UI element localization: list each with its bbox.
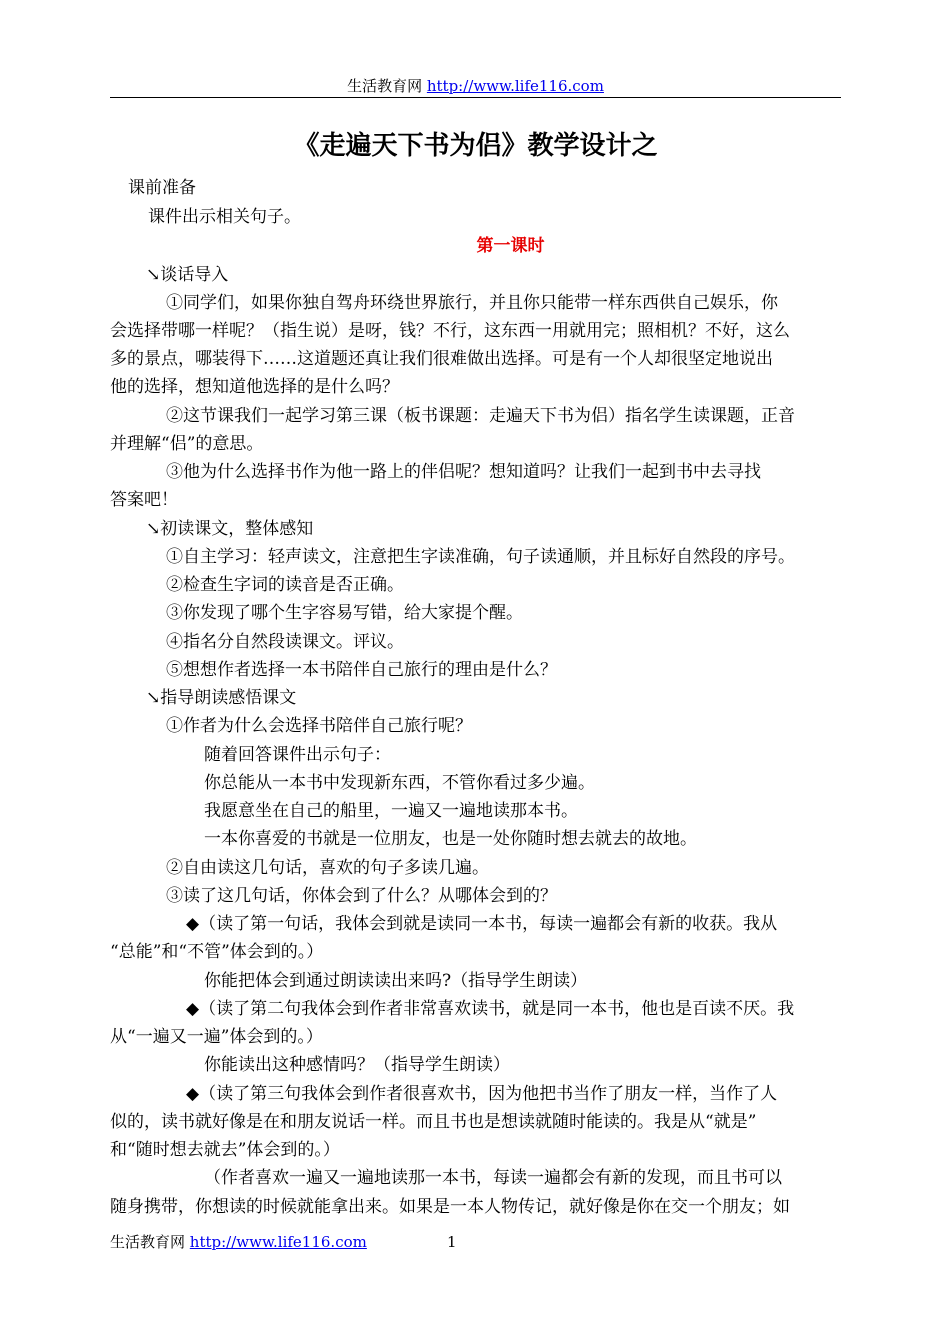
section-heading: ↘指导朗读感悟课文 — [146, 688, 297, 708]
body-line: 你能把体会到通过朗读读出来吗?（指导学生朗读） — [204, 971, 588, 991]
body-line: 你能读出这种感情吗？（指导学生朗读） — [204, 1055, 510, 1075]
body-line: ⑤想想作者选择一本书陪伴自己旅行的理由是什么？ — [166, 660, 557, 680]
header-site-name: 生活教育网 — [347, 77, 423, 95]
body-line: ②自由读这几句话，喜欢的句子多读几遍。 — [166, 858, 489, 878]
section-heading: ↘谈话导入 — [146, 265, 229, 285]
body-line: ②这节课我们一起学习第三课（板书课题：走遍天下书为侣）指名学生读课题，正音 — [166, 406, 795, 426]
quoted-sentence: 我愿意坐在自己的船里，一遍又一遍地读那本书。 — [204, 801, 578, 821]
footer-url-link[interactable]: http://www.life116.com — [189, 1233, 367, 1251]
body-line: ①同学们，如果你独自驾舟环绕世界旅行，并且你只能带一样东西供自己娱乐，你 — [166, 293, 778, 313]
body-line: 会选择带哪一样呢？（指生说）是呀，钱？不行，这东西一用就用完；照相机？不好，这么 — [110, 321, 790, 341]
body-line: ②检查生字词的读音是否正确。 — [166, 575, 404, 595]
quoted-sentence: 你总能从一本书中发现新东西，不管你看过多少遍。 — [204, 773, 595, 793]
body-line: ①作者为什么会选择书陪伴自己旅行呢？ — [166, 716, 472, 736]
body-line: ◆（读了第二句我体会到作者非常喜欢读书，就是同一本书，他也是百读不厌。我 — [186, 999, 795, 1019]
body-line: 他的选择，想知道他选择的是什么吗？ — [110, 377, 399, 397]
body-line: 并理解“侣”的意思。 — [110, 434, 264, 454]
body-line: ◆（读了第三句我体会到作者很喜欢书，因为他把书当作了朋友一样，当作了人 — [186, 1084, 778, 1104]
document-title: 《走遍天下书为侣》教学设计之 — [293, 131, 658, 161]
body-line: ◆（读了第一句话，我体会到就是读同一本书，每读一遍都会有新的收获。我从 — [186, 914, 778, 934]
body-line: ③你发现了哪个生字容易写错，给大家提个醒。 — [166, 603, 523, 623]
body-line: （作者喜欢一遍又一遍地读那一本书，每读一遍都会有新的发现，而且书可以 — [204, 1168, 782, 1188]
body-line: 多的景点，哪装得下……这道题还真让我们很难做出选择。可是有一个人却很坚定地说出 — [110, 349, 773, 369]
section-heading: ↘初读课文，整体感知 — [146, 519, 314, 539]
body-line: 从“一遍又一遍”体会到的。） — [110, 1027, 323, 1047]
page-header — [110, 76, 841, 98]
body-line: 和“随时想去就去”体会到的。） — [110, 1140, 340, 1160]
header-url-link[interactable]: http://www.life116.com — [426, 77, 604, 95]
body-line: “总能”和“不管”体会到的。） — [110, 942, 324, 962]
page-footer — [110, 1232, 367, 1252]
body-line: 似的，读书就好像是在和朋友说话一样。而且书也是想读就随时能读的。我是从“就是” — [110, 1112, 757, 1132]
body-line: 随着回答课件出示句子： — [204, 745, 391, 765]
body-line: 课件出示相关句子。 — [148, 207, 301, 227]
quoted-sentence: 一本你喜爱的书就是一位朋友，也是一处你随时想去就去的故地。 — [204, 829, 697, 849]
section-heading: 课前准备 — [128, 178, 196, 198]
body-line: ①自主学习：轻声读文，注意把生字读准确，句子读通顺，并且标好自然段的序号。 — [166, 547, 795, 567]
footer-site-name: 生活教育网 — [110, 1233, 186, 1251]
body-line: ③读了这几句话，你体会到了什么？从哪体会到的？ — [166, 886, 557, 906]
body-line: 随身携带，你想读的时候就能拿出来。如果是一本人物传记，就好像是你在交一个朋友；如 — [110, 1197, 790, 1217]
body-line: ③他为什么选择书作为他一路上的伴侣呢？想知道吗？让我们一起到书中去寻找 — [166, 462, 761, 482]
lesson-heading: 第一课时 — [476, 236, 545, 256]
body-line: 答案吧！ — [110, 490, 178, 510]
body-line: ④指名分自然段读课文。评议。 — [166, 632, 404, 652]
header-divider — [110, 97, 841, 98]
page-number: 1 — [447, 1233, 457, 1251]
